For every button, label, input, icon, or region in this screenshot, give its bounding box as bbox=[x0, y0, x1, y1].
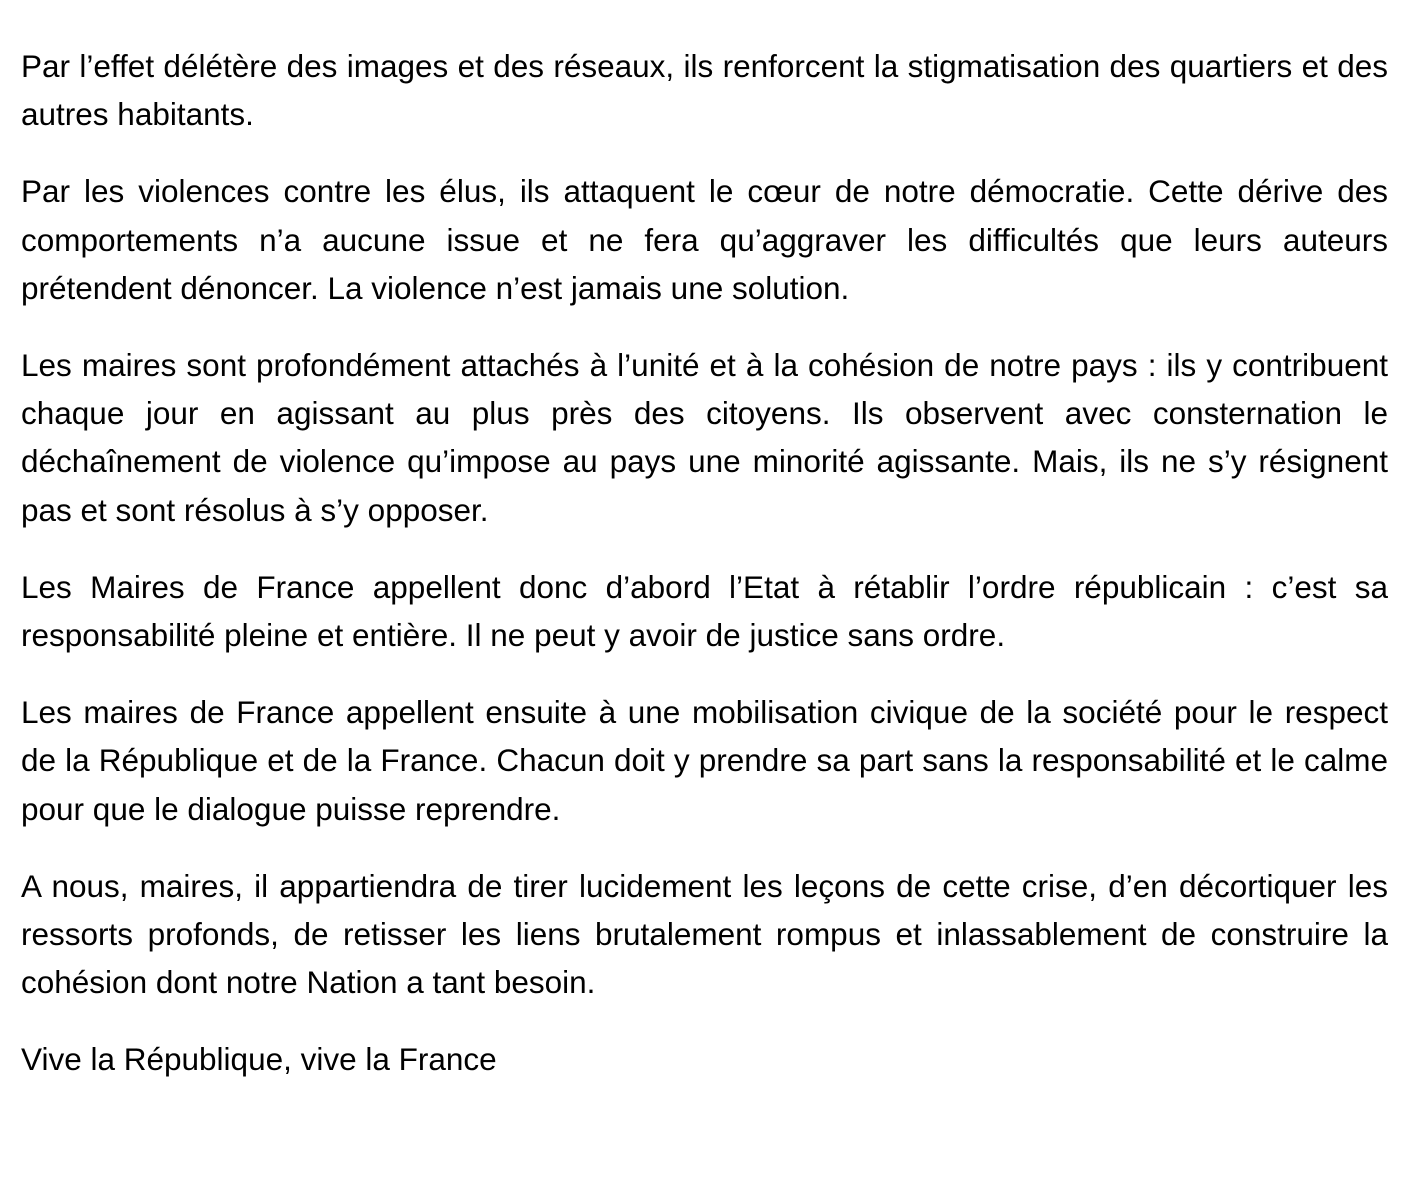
paragraph-6: A nous, maires, il appartiendra de tirer lucidement les leçons de cette crise, d’en décortiquer les ressorts profonds, de retisser les liens brutalement rompus et inlassablement de construire la cohésion dont notre Nation a tant besoin. bbox=[21, 867, 1388, 1001]
paragraph-2: Par les violences contre les élus, ils attaquent le cœur de notre démocratie. Cette dérive des comportements n’a aucune issue et ne fera qu’aggraver les difficultés que leurs auteurs prétendent dénoncer. La violence n’est jamais une solution. bbox=[21, 173, 1388, 306]
document-body bbox=[21, 42, 1388, 1084]
paragraph-3: Les maires sont profondément attachés à l’unité et à la cohésion de notre pays : ils y contribuent chaque jour en agissant au plus près des citoyens. Ils observent avec consternation le déchaînement de violence qu’impose au pays une minorité agissante. Mais, ils ne s’y résignent pas et sont résolus à s’y opposer. bbox=[21, 347, 1388, 528]
paragraph-1: Par l’effet délétère des images et des réseaux, ils renforcent la stigmatisation des quartiers et des autres habitants. bbox=[21, 48, 1388, 133]
closing-line: Vive la République, vive la France bbox=[21, 1041, 497, 1078]
paragraph-5: Les maires de France appellent ensuite à une mobilisation civique de la société pour le respect de la République et de la France. Chacun doit y prendre sa part sans la responsabilité et le calme pour que le dialogue puisse reprendre. bbox=[21, 694, 1388, 827]
paragraph-4: Les Maires de France appellent donc d’abord l’Etat à rétablir l’ordre républicain : c’est sa responsabilité pleine et entière. Il ne peut y avoir de justice sans ordre. bbox=[21, 568, 1388, 654]
